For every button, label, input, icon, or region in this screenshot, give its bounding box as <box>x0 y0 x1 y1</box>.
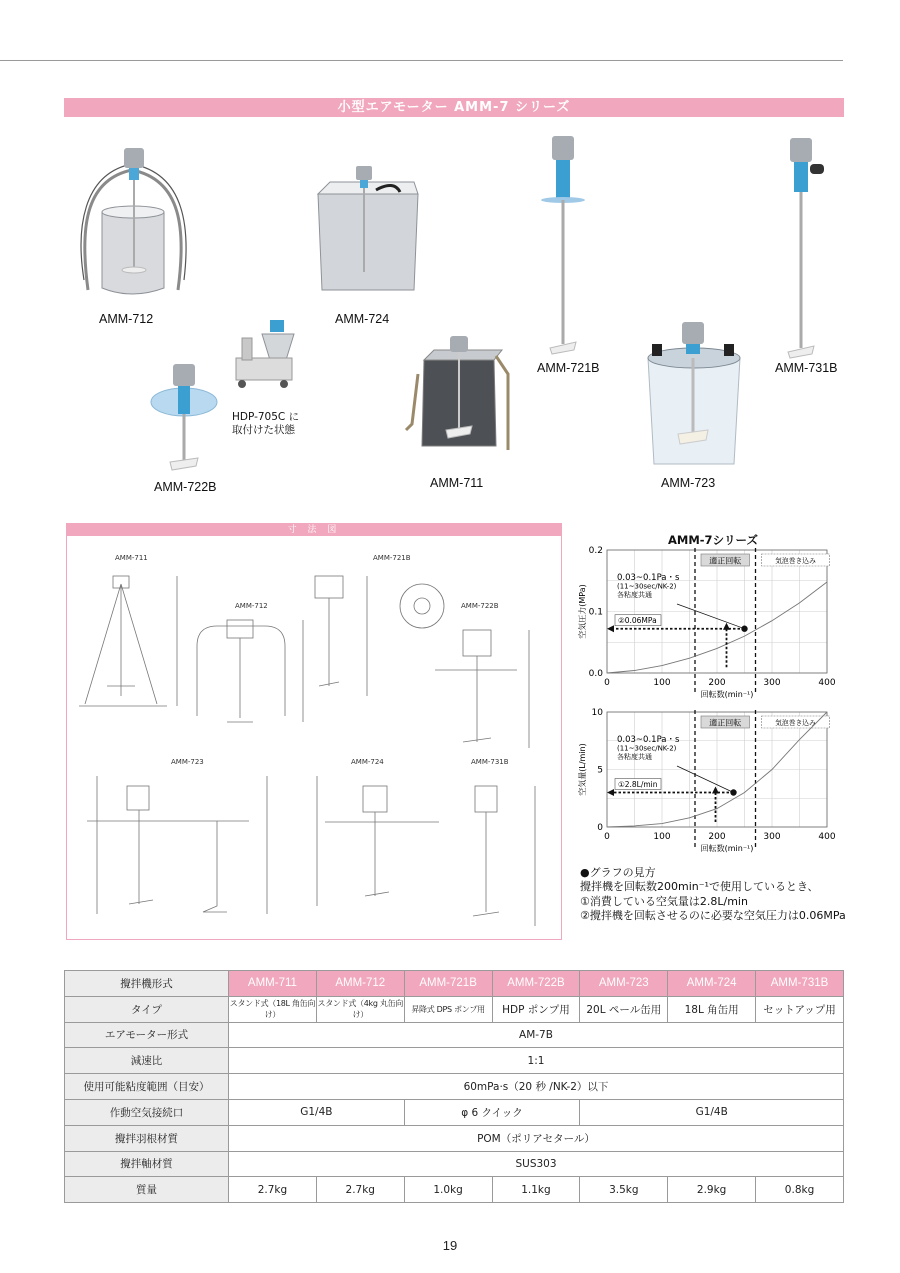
readout-arrowhead <box>712 787 719 794</box>
top-rule <box>0 60 843 61</box>
y-axis-label: 空気圧力(MPa) <box>578 584 587 639</box>
dim-label-712: AMM-712 <box>235 602 268 610</box>
chart-note-line2: ①消費している空気量は2.8L/min <box>580 895 748 908</box>
annotation-text: 各粘度共通 <box>617 591 652 599</box>
type-cell: スタンド式（18L 角缶向け） <box>229 996 317 1022</box>
spec-table <box>64 970 844 1203</box>
table-row <box>65 1151 844 1177</box>
y-tick-label: 5 <box>597 765 603 776</box>
x-tick-label: 300 <box>763 678 781 688</box>
series-title-band <box>64 98 844 117</box>
readout-arrowhead <box>607 625 614 632</box>
port-cell: φ 6 クイック <box>404 1099 580 1125</box>
row-header-shaft: 攪拌軸材質 <box>65 1151 229 1177</box>
product-label-amm-722b: AMM-722B <box>154 480 217 494</box>
annotation-text: 各粘度共通 <box>617 753 652 761</box>
range-label: 適正回転 <box>709 718 742 728</box>
x-tick-label: 0 <box>604 832 610 842</box>
row-header-weight: 質量 <box>65 1177 229 1203</box>
annotation-leader <box>677 766 734 793</box>
chart-note-heading: ●グラフの見方 <box>580 866 656 879</box>
dim-label-723: AMM-723 <box>171 758 204 766</box>
table-row <box>65 1099 844 1125</box>
over-label: 気泡巻き込み <box>775 719 816 727</box>
weight-cell: 3.5kg <box>580 1177 668 1203</box>
series-title: 小型エアモーター AMM-7 シリーズ <box>337 100 571 115</box>
hdp-note-line1: HDP-705C に <box>232 411 300 423</box>
product-amm-712-image <box>74 140 192 302</box>
annotation-text: 0.03~0.1Pa・s <box>617 573 680 583</box>
over-label: 気泡巻き込み <box>775 557 816 565</box>
product-hdp-705c-image <box>232 318 304 394</box>
range-label: 適正回転 <box>709 556 742 566</box>
readout-arrowhead <box>723 623 730 630</box>
model-cell: AMM-722B <box>492 971 580 997</box>
product-label-amm-723: AMM-723 <box>661 476 716 490</box>
x-tick-label: 200 <box>708 678 726 688</box>
product-label-amm-712: AMM-712 <box>99 312 154 326</box>
chart-note-line1: 攪拌機を回転数200min⁻¹で使用しているとき、 <box>580 880 819 893</box>
product-amm-731b-image <box>782 136 830 362</box>
product-amm-724-image <box>316 152 420 294</box>
x-tick-label: 100 <box>653 832 671 842</box>
row-header-type: タイプ <box>65 996 229 1022</box>
row-header-model: 攪拌機形式 <box>65 971 229 997</box>
row-header-ratio: 減速比 <box>65 1048 229 1074</box>
table-row <box>65 1177 844 1203</box>
type-cell: HDP ポンプ用 <box>492 996 580 1022</box>
product-label-amm-711: AMM-711 <box>430 476 484 490</box>
hdp-note <box>232 411 299 437</box>
table-row <box>65 1022 844 1048</box>
y-tick-label: 0 <box>597 823 603 833</box>
readout-arrowhead <box>607 789 614 796</box>
type-cell: スタンド式（4kg 丸缶向け） <box>316 996 404 1022</box>
x-tick-label: 400 <box>818 678 836 688</box>
annotation-text: (11~30sec/NK-2) <box>617 582 677 591</box>
page-number: 19 <box>442 1238 458 1253</box>
table-row <box>65 971 844 997</box>
model-cell: AMM-711 <box>229 971 317 997</box>
port-cell: G1/4B <box>580 1099 844 1125</box>
chart-series-title: AMM-7シリーズ <box>668 533 758 547</box>
annotation-leader <box>677 604 745 629</box>
x-tick-label: 100 <box>653 678 671 688</box>
y-axis-label: 空気量(L/min) <box>578 743 587 796</box>
y-tick-label: 0.0 <box>588 669 603 679</box>
dim-label-731b: AMM-731B <box>471 758 509 766</box>
hdp-note-line2: 取付けた状態 <box>232 424 295 436</box>
dimension-drawings-panel <box>66 523 562 940</box>
product-label-amm-731b: AMM-731B <box>775 361 838 375</box>
product-amm-721b-image <box>540 134 588 360</box>
chart-note-line3: ②攪拌機を回転させるのに必要な空気圧力は0.06MPa <box>580 909 846 922</box>
dim-label-711: AMM-711 <box>115 554 148 562</box>
row-header-port: 作動空気接続口 <box>65 1099 229 1125</box>
weight-cell: 1.0kg <box>404 1177 492 1203</box>
port-cell: G1/4B <box>229 1099 405 1125</box>
dimension-drawings <box>67 536 561 938</box>
model-cell: AMM-724 <box>668 971 756 997</box>
model-cell: AMM-731B <box>756 971 844 997</box>
performance-charts <box>560 540 850 865</box>
x-tick-label: 200 <box>708 832 726 842</box>
x-axis-label: 回転数(min⁻¹) <box>700 844 754 853</box>
y-tick-label: 0.1 <box>588 607 603 618</box>
type-cell: 20L ペール缶用 <box>580 996 668 1022</box>
type-cell: セットアップ用 <box>756 996 844 1022</box>
row-header-viscosity: 使用可能粘度範囲（目安） <box>65 1074 229 1100</box>
table-row <box>65 1074 844 1100</box>
product-label-amm-724: AMM-724 <box>335 312 390 326</box>
weight-cell: 2.7kg <box>229 1177 317 1203</box>
model-cell: AMM-723 <box>580 971 668 997</box>
product-label-amm-721b: AMM-721B <box>537 361 600 375</box>
viscosity-cell: 60mPa·s（20 秒 /NK-2）以下 <box>229 1074 844 1100</box>
dimension-drawings-title: 寸 法 図 <box>67 524 561 536</box>
readout-label: ①2.8L/min <box>618 780 658 789</box>
table-row <box>65 1125 844 1151</box>
blade-cell: POM（ポリアセタール） <box>229 1125 844 1151</box>
ratio-cell: 1:1 <box>229 1048 844 1074</box>
readout-label: ②0.06MPa <box>618 616 657 626</box>
type-cell: 18L 角缶用 <box>668 996 756 1022</box>
motor-cell: AM-7B <box>229 1022 844 1048</box>
x-axis-label: 回転数(min⁻¹) <box>700 690 754 699</box>
shaft-cell: SUS303 <box>229 1151 844 1177</box>
weight-cell: 2.7kg <box>316 1177 404 1203</box>
model-cell: AMM-712 <box>316 971 404 997</box>
weight-cell: 0.8kg <box>756 1177 844 1203</box>
type-cell: 昇降式 DPS ポンプ用 <box>404 996 492 1022</box>
x-tick-label: 0 <box>604 678 610 688</box>
dim-label-721b: AMM-721B <box>373 554 411 562</box>
annotation-text: 0.03~0.1Pa・s <box>617 735 680 745</box>
dim-label-724: AMM-724 <box>351 758 384 766</box>
dim-label-722b: AMM-722B <box>461 602 499 610</box>
table-row <box>65 996 844 1022</box>
product-amm-711-image <box>404 334 516 462</box>
product-amm-722b-image <box>150 362 220 474</box>
weight-cell: 1.1kg <box>492 1177 580 1203</box>
model-cell: AMM-721B <box>404 971 492 997</box>
annotation-text: (11~30sec/NK-2) <box>617 744 677 753</box>
row-header-blade: 攪拌羽根材質 <box>65 1125 229 1151</box>
y-tick-label: 0.2 <box>588 546 603 556</box>
x-tick-label: 400 <box>818 832 836 842</box>
weight-cell: 2.9kg <box>668 1177 756 1203</box>
y-tick-label: 10 <box>591 708 603 718</box>
table-row <box>65 1048 844 1074</box>
x-tick-label: 300 <box>763 832 781 842</box>
product-amm-723-image <box>640 318 748 468</box>
row-header-motor: エアモーター形式 <box>65 1022 229 1048</box>
